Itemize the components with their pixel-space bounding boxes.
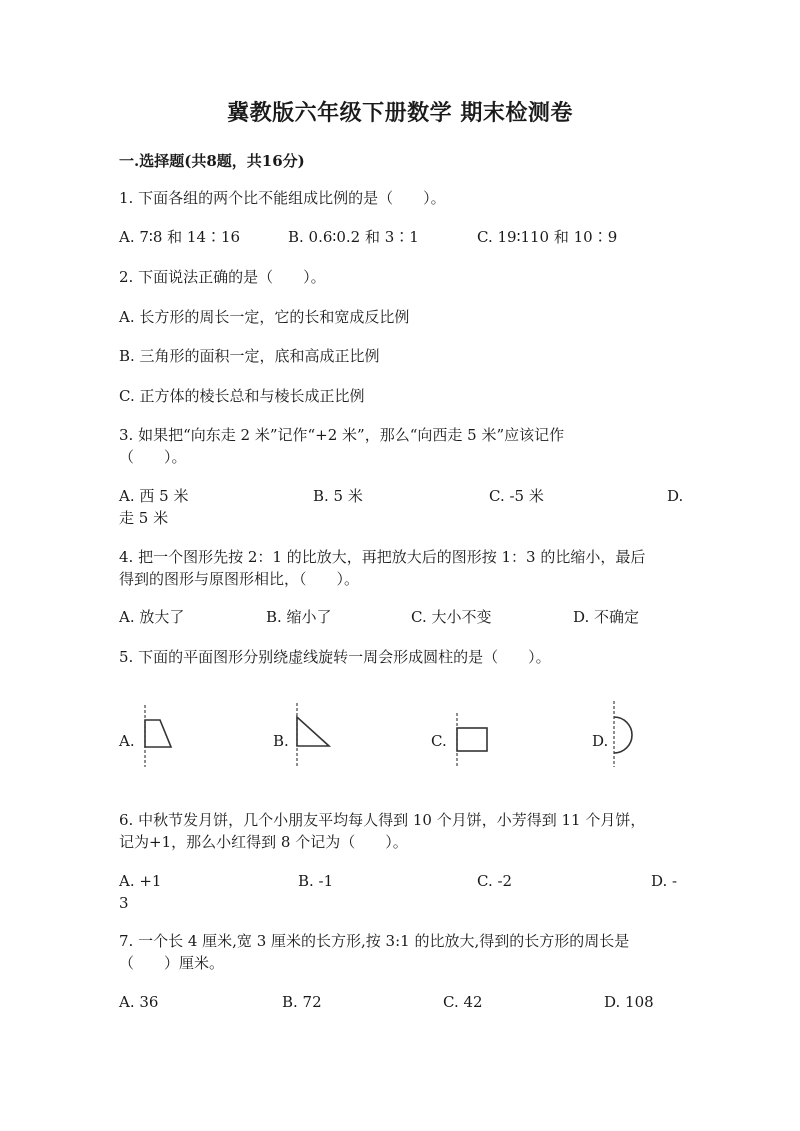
question-2-option-a: A. 长方形的周长一定，它的长和宽成反比例 <box>119 308 410 326</box>
question-4-stem-line-1: 4. 把一个图形先按 2：1 的比放大，再把放大后的图形按 1：3 的比缩小，最后 <box>119 548 646 566</box>
question-6-stem-line-1: 6. 中秋节发月饼，几个小朋友平均每人得到 10 个月饼，小芳得到 11 个月饼， <box>119 811 646 829</box>
section-heading: 一.选择题(共8题，共16分) <box>119 152 305 170</box>
semicircle-figure <box>608 700 642 768</box>
trapezoid-figure <box>138 704 178 768</box>
question-6-option-b: B. -1 <box>298 872 334 890</box>
question-4-stem-line-2: 得到的图形与原图形相比，（ ）。 <box>119 570 360 588</box>
question-5-option-b-label: B. <box>273 732 289 750</box>
question-6-option-d-wrap: 3 <box>119 894 129 912</box>
question-3-option-c: C. -5 米 <box>489 487 544 505</box>
question-6-option-a: A. +1 <box>119 872 162 890</box>
question-7-option-c: C. 42 <box>443 993 483 1011</box>
question-7-option-a: A. 36 <box>119 993 159 1011</box>
question-3-option-b: B. 5 米 <box>313 487 363 505</box>
question-4-option-b: B. 缩小了 <box>266 608 332 626</box>
question-7-stem-line-1: 7. 一个长 4 厘米,宽 3 厘米的长方形,按 3:1 的比放大,得到的长方形的周长是 <box>119 932 630 950</box>
question-1-option-c: C. 19∶110 和 10∶9 <box>477 228 618 246</box>
question-7-option-d: D. 108 <box>604 993 654 1011</box>
question-5-stem: 5. 下面的平面图形分别绕虚线旋转一周会形成圆柱的是（ ）。 <box>119 648 551 666</box>
question-7-stem-line-2: （ ）厘米。 <box>119 954 225 972</box>
question-3-option-a: A. 西 5 米 <box>119 487 189 505</box>
question-7-option-b: B. 72 <box>282 993 322 1011</box>
question-1-option-b: B. 0.6∶0.2 和 3∶1 <box>288 228 419 246</box>
question-1-stem: 1. 下面各组的两个比不能组成比例的是（ ）。 <box>119 189 446 207</box>
question-3-stem-line-2: （ ）。 <box>119 448 187 466</box>
question-6-stem-line-2: 记为+1，那么小红得到 8 个记为（ ）。 <box>119 833 408 851</box>
rectangle-figure <box>452 712 492 768</box>
page-title: 冀教版六年级下册数学 期末检测卷 <box>227 100 573 126</box>
question-3-option-d-wrap: 走 5 米 <box>119 509 169 527</box>
question-4-option-a: A. 放大了 <box>119 608 185 626</box>
question-6-option-d: D. - <box>651 872 678 890</box>
question-2-option-b: B. 三角形的面积一定，底和高成正比例 <box>119 347 380 365</box>
question-4-option-d: D. 不确定 <box>573 608 640 626</box>
triangle-figure <box>292 702 336 768</box>
question-5-option-d-label: D. <box>592 732 609 750</box>
question-3-stem-line-1: 3. 如果把“向东走 2 米”记作“+2 米”，那么“向西走 5 米”应该记作 <box>119 426 565 444</box>
question-5-option-c-label: C. <box>431 732 447 750</box>
question-2-option-c: C. 正方体的棱长总和与棱长成正比例 <box>119 387 365 405</box>
question-6-option-c: C. -2 <box>477 872 513 890</box>
question-4-option-c: C. 大小不变 <box>411 608 492 626</box>
question-1-option-a: A. 7∶8 和 14∶16 <box>119 228 241 246</box>
question-3-option-d: D. <box>667 487 684 505</box>
question-2-stem: 2. 下面说法正确的是（ ）。 <box>119 268 326 286</box>
question-5-option-a-label: A. <box>119 732 135 750</box>
